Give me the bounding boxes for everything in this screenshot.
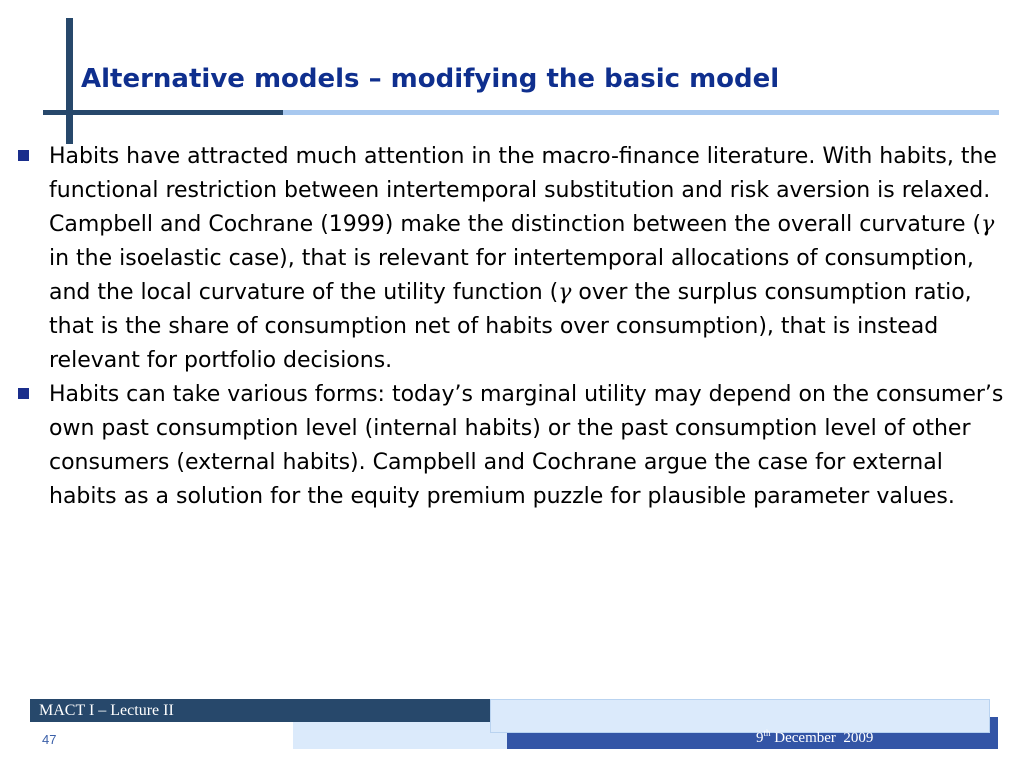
slide-body <box>18 140 1013 514</box>
date-day: 9 <box>756 730 764 746</box>
gamma-symbol: γ <box>981 212 995 237</box>
bullet-text: over the surplus consumption ratio, that is the share of consumption net of habits over consumption), that is instead relevant for portfolio decisions. <box>49 280 972 373</box>
title-underline-dark <box>43 110 283 115</box>
bullet-text: Habits have attracted much attention in the macro-finance literature. With habits, the functional restriction between intertemporal substitution and risk aversion is relaxed. Campbell and Cochrane (1999) make the distinction between the overall curvature ( <box>49 144 997 237</box>
date-month-year: December 2009 <box>770 730 874 746</box>
page-number: 47 <box>42 732 57 747</box>
title-accent-vertical-bar <box>66 18 73 144</box>
square-bullet-icon <box>18 150 29 161</box>
title-underline-light <box>283 110 999 115</box>
gamma-symbol: γ <box>558 280 572 305</box>
square-bullet-icon <box>18 388 29 399</box>
bullet-habits-literature <box>18 140 1013 378</box>
bullet-habit-forms <box>18 378 1013 514</box>
date-ordinal: th <box>763 728 771 738</box>
bullet-text: in the isoelastic case), that is relevant for intertemporal allocations of consumption, and the local curvature of the utility function ( <box>49 246 974 305</box>
footer-date <box>756 730 873 747</box>
bullet-text: Habits can take various forms: today’s marginal utility may depend on the consumer’s own past consumption level (internal habits) or the past consumption level of other consumers (external habits). Campbell and Cochrane argue the case for external habits as a solution for the equity premium puzzle for plausible parameter values. <box>49 382 1004 509</box>
footer-light-panel-right <box>490 699 990 733</box>
slide-title: Alternative models – modifying the basic model <box>81 64 780 94</box>
footer-course-label: MACT I – Lecture II <box>39 702 174 719</box>
